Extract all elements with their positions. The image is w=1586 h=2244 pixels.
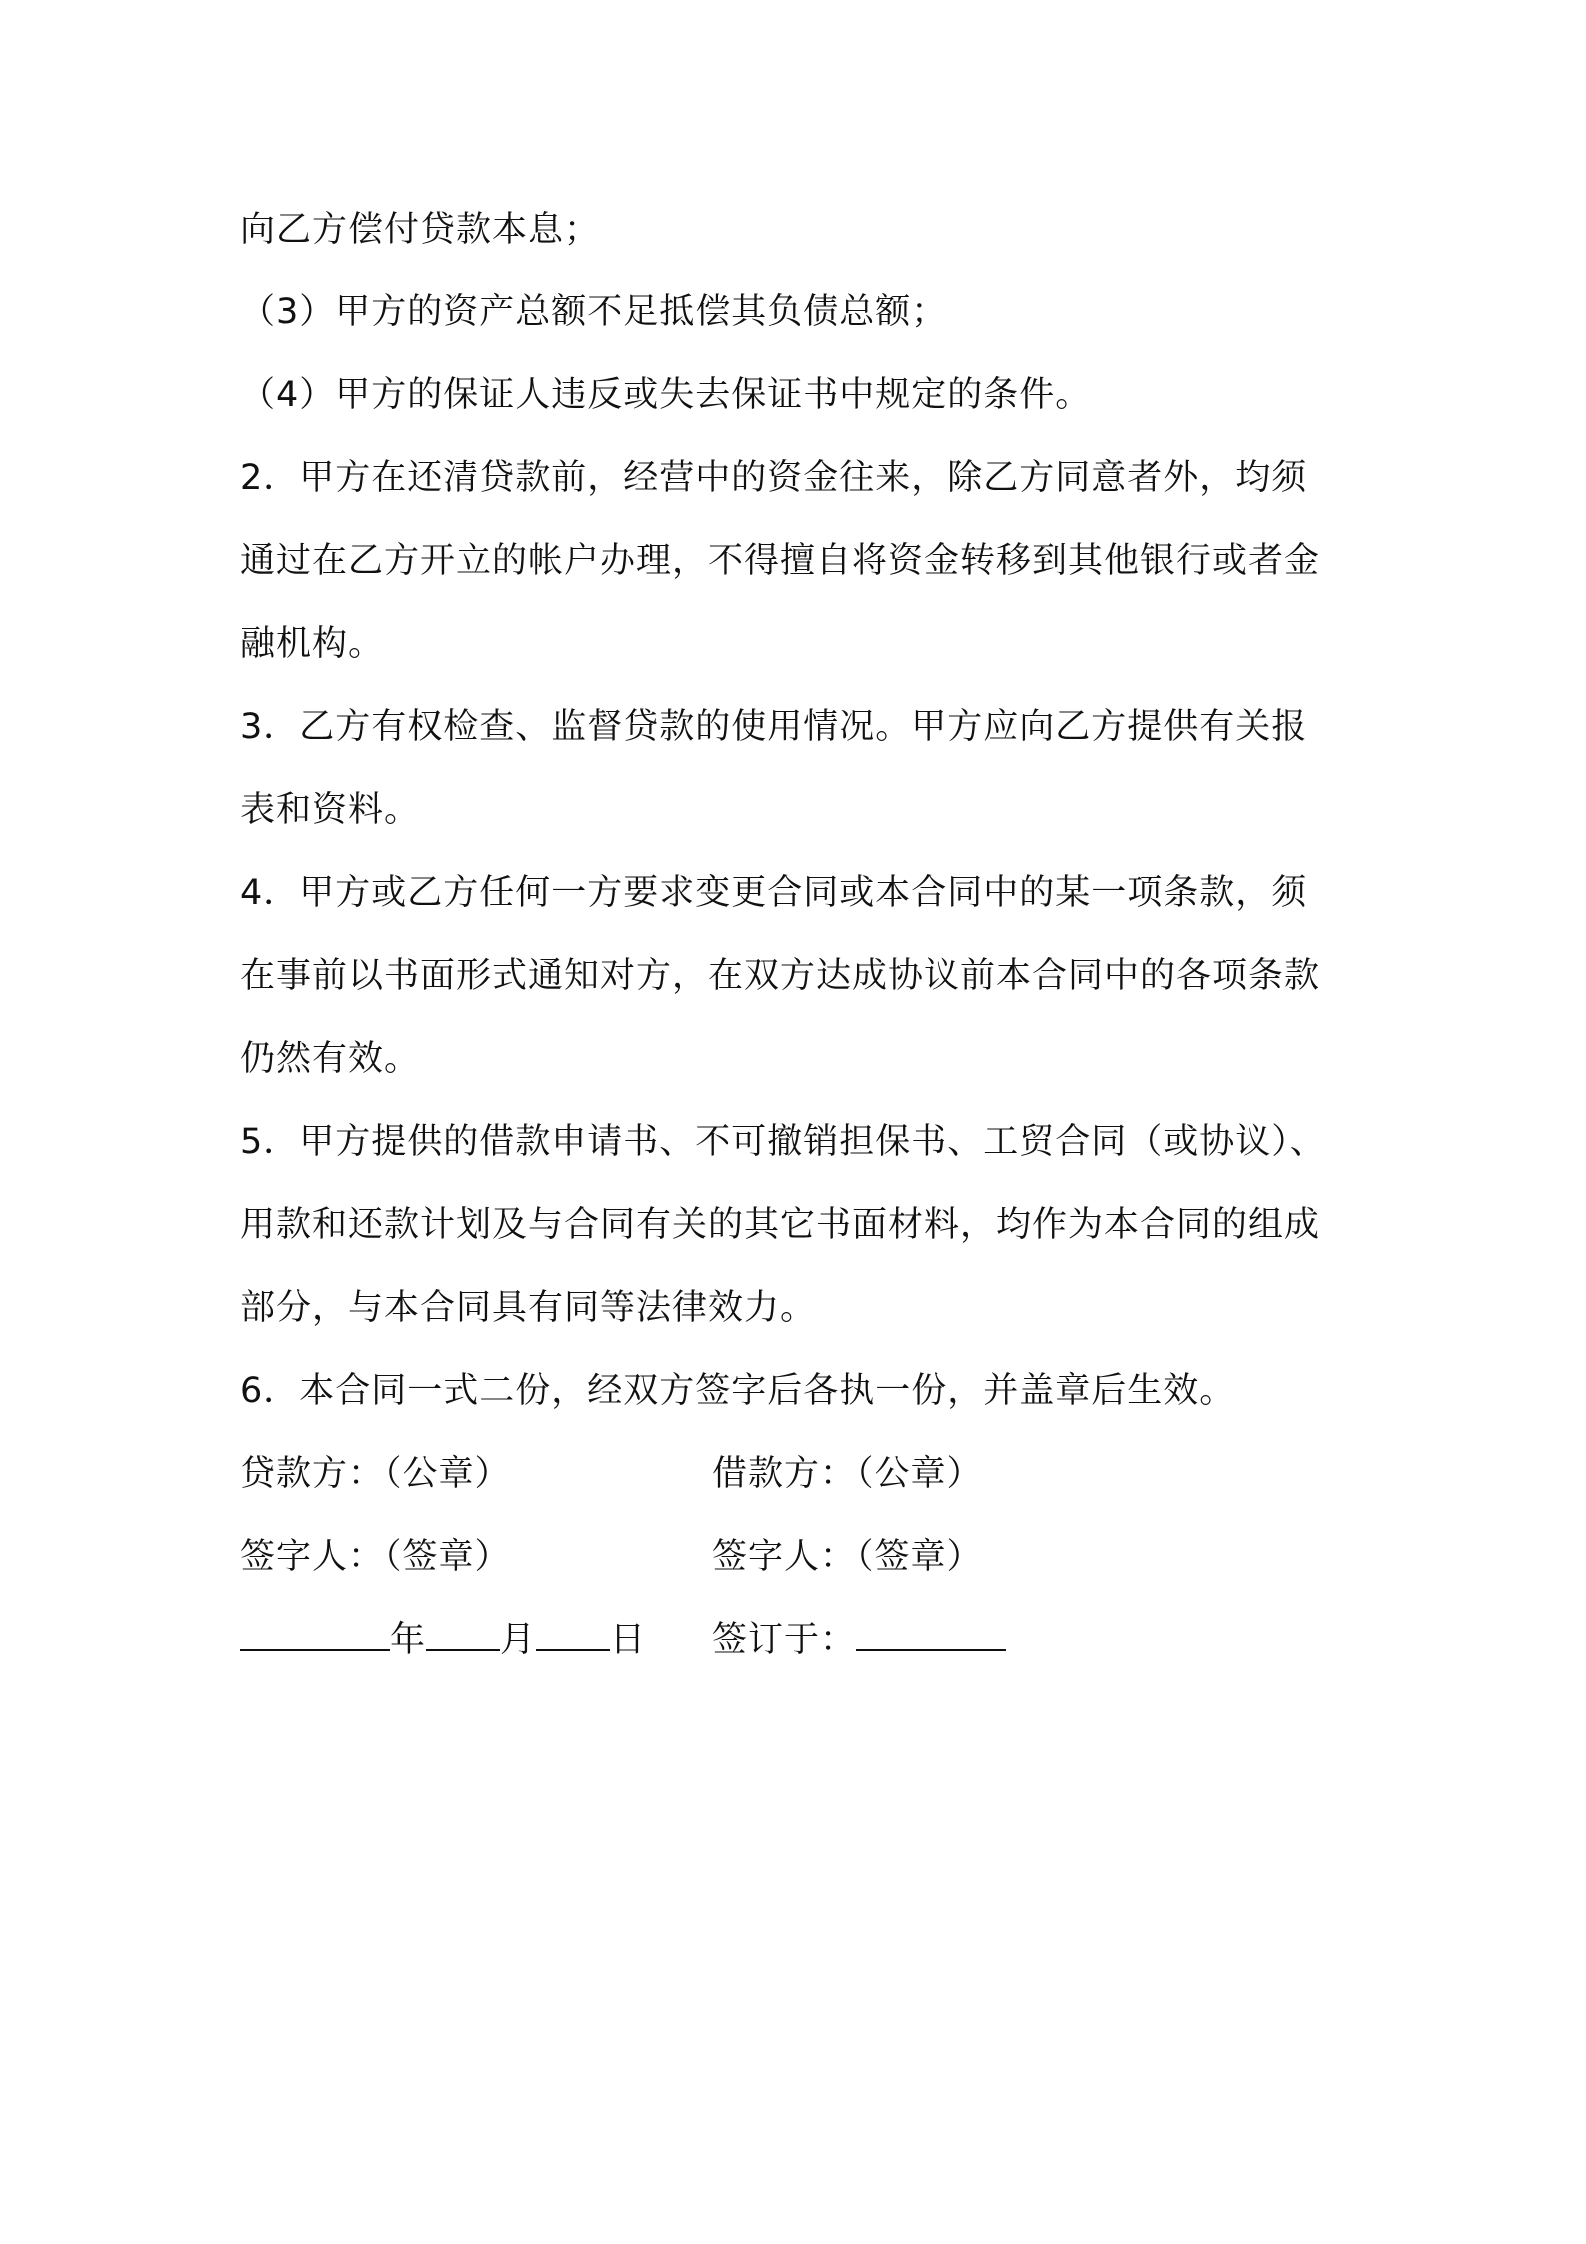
body-line: （3）甲方的资产总额不足抵偿其负债总额； (240, 292, 948, 332)
clause-5-line: 用款和还款计划及与合同有关的其它书面材料，均作为本合同的组成 (240, 1205, 1321, 1245)
clause-4-line: 仍然有效。 (240, 1039, 421, 1079)
clause-6-line: 6．本合同一式二份，经双方签字后各执一份，并盖章后生效。 (240, 1371, 1236, 1411)
body-line: 向乙方偿付贷款本息； (240, 210, 601, 250)
clause-2-line: 融机构。 (240, 624, 385, 664)
day-blank[interactable] (536, 1619, 610, 1651)
clause-3-line: 表和资料。 (240, 790, 421, 830)
borrower-seal-label: 借款方：（公章） (712, 1454, 983, 1494)
clause-2-line: 2．甲方在还清贷款前，经营中的资金往来，除乙方同意者外，均须 (240, 458, 1308, 498)
month-blank[interactable] (426, 1619, 500, 1651)
lender-signer-label: 签字人：（签章） (240, 1537, 511, 1577)
clause-4-line: 4．甲方或乙方任何一方要求变更合同或本合同中的某一项条款，须 (240, 873, 1308, 913)
signed-at-label: 签订于： (712, 1620, 857, 1660)
signed-at-blank[interactable] (856, 1619, 1006, 1651)
year-label: 年 (390, 1620, 427, 1660)
clause-5-line: 5．甲方提供的借款申请书、不可撤销担保书、工贸合同（或协议）、 (240, 1122, 1326, 1162)
clause-4-line: 在事前以书面形式通知对方，在双方达成协议前本合同中的各项条款 (240, 956, 1321, 996)
day-label: 日 (610, 1620, 647, 1660)
clause-2-line: 通过在乙方开立的帐户办理，不得擅自将资金转移到其他银行或者金 (240, 541, 1321, 581)
year-blank[interactable] (240, 1619, 390, 1651)
borrower-signer-label: 签字人：（签章） (712, 1537, 983, 1577)
clause-3-line: 3．乙方有权检查、监督贷款的使用情况。甲方应向乙方提供有关报 (240, 707, 1308, 747)
body-line: （4）甲方的保证人违反或失去保证书中规定的条件。 (240, 375, 1092, 415)
signing-date (240, 1618, 646, 1662)
signing-place (712, 1618, 1006, 1662)
clause-5-line: 部分，与本合同具有同等法律效力。 (240, 1288, 817, 1328)
lender-seal-label: 贷款方：（公章） (240, 1454, 511, 1494)
month-label: 月 (500, 1620, 537, 1660)
